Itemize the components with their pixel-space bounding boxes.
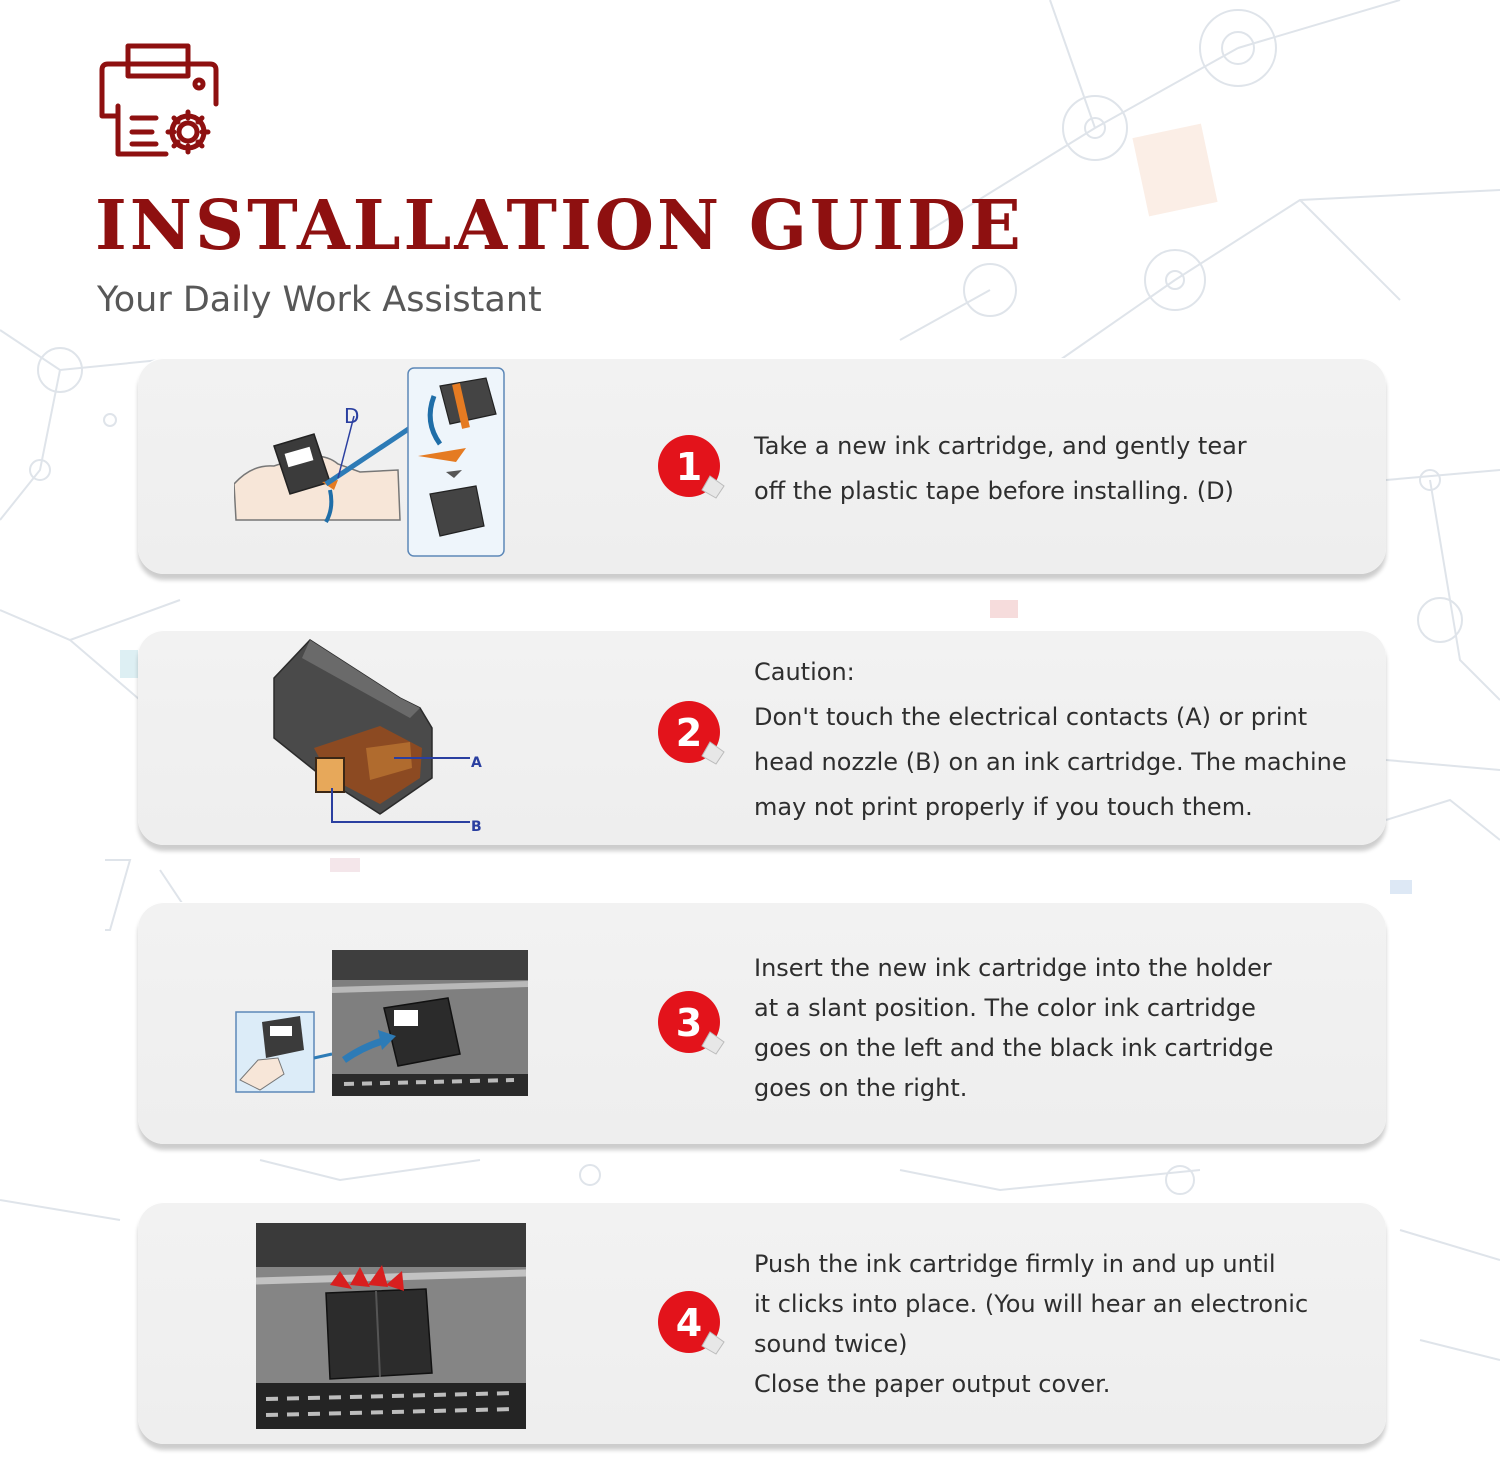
step-4-badge — [656, 1288, 726, 1360]
step-2-line-3: head nozzle (B) on an ink cartridge. The machine — [754, 748, 1347, 776]
step-2-illustration — [270, 638, 490, 834]
step-card-4 — [138, 1202, 1386, 1444]
page-title: INSTALLATION GUIDE — [95, 186, 1024, 266]
step-3-badge — [656, 988, 726, 1060]
step-4-line-3: sound twice) — [754, 1330, 908, 1358]
step-3-number: 3 — [675, 1001, 703, 1045]
step-1-number: 1 — [675, 445, 703, 489]
printer-gear-icon — [96, 40, 222, 162]
step-2-line-1: Caution: — [754, 658, 855, 686]
step-2-line-4: may not print properly if you touch them. — [754, 793, 1253, 821]
step-4-illustration — [256, 1223, 526, 1429]
step-card-3 — [138, 902, 1386, 1144]
step-1-badge — [656, 432, 726, 504]
step-2-number: 2 — [675, 711, 703, 755]
step-3-illustration — [234, 950, 528, 1098]
step-3-line-4: goes on the right. — [754, 1074, 968, 1102]
step-card-1 — [138, 358, 1386, 574]
step-2-badge — [656, 698, 726, 770]
step-3-line-1: Insert the new ink cartridge into the holder — [754, 954, 1272, 982]
step-card-2 — [138, 630, 1386, 845]
page-subtitle: Your Daily Work Assistant — [97, 280, 542, 320]
step-1-line-2: off the plastic tape before installing. (D) — [754, 477, 1234, 505]
label-a: A — [471, 755, 482, 771]
step-3-text — [754, 948, 1354, 1108]
step-2-line-2: Don't touch the electrical contacts (A) or print — [754, 703, 1308, 731]
step-1-line-1: Take a new ink cartridge, and gently tear — [754, 432, 1247, 460]
step-4-line-4: Close the paper output cover. — [754, 1370, 1111, 1398]
step-4-line-2: it clicks into place. (You will hear an electronic — [754, 1290, 1309, 1318]
label-b: B — [471, 819, 482, 835]
step-2-text — [754, 650, 1354, 830]
step-1-text — [754, 424, 1354, 514]
step-4-number: 4 — [675, 1301, 703, 1345]
label-d: D — [344, 404, 360, 428]
step-3-line-2: at a slant position. The color ink cartridge — [754, 994, 1256, 1022]
step-3-line-3: goes on the left and the black ink cartridge — [754, 1034, 1274, 1062]
step-4-text — [754, 1244, 1354, 1404]
step-1-illustration — [234, 366, 514, 562]
step-4-line-1: Push the ink cartridge firmly in and up until — [754, 1250, 1276, 1278]
